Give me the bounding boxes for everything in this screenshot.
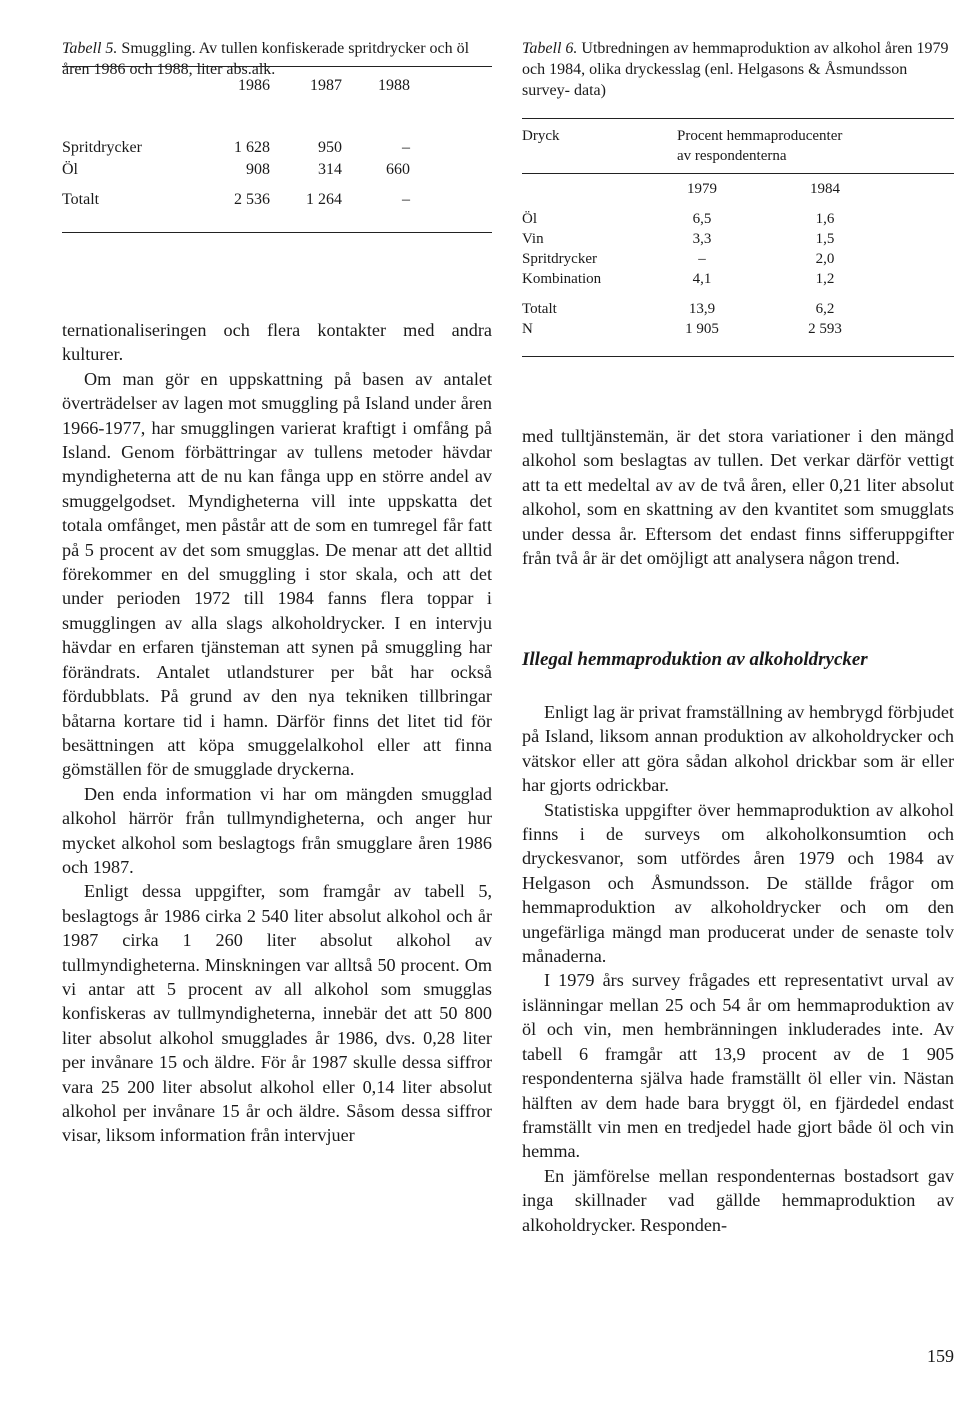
paragraph: En jämförelse mellan respondenternas bostadsort gav inga skillnader vad gällde hemmaproduktion av alkoholdrycker. Responden-	[522, 1165, 954, 1235]
table6-header-rule	[522, 173, 954, 174]
paragraph: Statistiska uppgifter över hemmaproduktion av alkohol finns i de surveys om alkoholkonsumtion och dryckesvanor, som utfördes åren 1979 och 1984 av Helgason och Åsmundsson. De ställde frågor om hemmaproduktion av alkoholdrycker och om den ungefärliga mängd man producerat under de senaste tolv månaderna.	[522, 799, 954, 967]
table6-row-label: Totalt	[522, 301, 557, 317]
paragraph: Om man gör en uppskattning på basen av antalet överträdelser av lagen mot smuggling på Island under åren 1966-1977, har smugglingen varierat kraftigt i omfång på Island. Genom förbättringar av tullens metoder hävdar myndigheterna att de nu kan fånga upp en större andel av smuggelgodset. Myndigheterna vill inte uppskatta det totala omfånget, men påstår att de som en tumregel får fatt på 5 procent av det som smugglas. De menar att det alltid förekommer en del smuggling i stor skala, och att det under perioden 1972 till 1984 fanns flera toppar i smugglingen av alla slags alkoholdrycker. I en intervju hävdar en erfaren tjänsteman att synen på smuggling har förändrats. Antalet utlandsturer per båt har också fördubblats. På grund av den nya tekniken tillbringar båtarna kortare tid i hamn. Därför finns det litet tid för besättningen att köpa smuggelalkohol eller att finna gömställen för de smugglade dryckerna.	[62, 368, 492, 780]
table5-cell: 2 536	[234, 191, 270, 208]
table6-caption-number: Tabell 6.	[522, 40, 578, 57]
table5-caption-number: Tabell 5.	[62, 40, 118, 57]
table6-group-header: Procent hemmaproducenter	[677, 128, 843, 144]
table6-row-label: Öl	[522, 211, 537, 227]
right-body-top	[522, 424, 954, 570]
table5-bottom-rule	[62, 232, 492, 233]
table5-row-label: Spritdrycker	[62, 139, 142, 156]
table5-cell: 950	[318, 139, 342, 156]
table5-caption-text: Smuggling. Av tullen konfiskerade spritdrycker och öl åren 1986 och 1988, liter abs.alk.	[62, 40, 470, 78]
table5-cell: 314	[318, 161, 342, 178]
table5-cell: 660	[386, 161, 410, 178]
table5-header-1988: 1988	[378, 77, 410, 94]
section-heading: Illegal hemmaproduktion av alkoholdrycker	[522, 649, 868, 670]
table6-header-1979: 1979	[687, 181, 717, 197]
table6-cell: 6,2	[815, 301, 835, 317]
table5-header-1986: 1986	[238, 77, 270, 94]
paragraph: Enligt dessa uppgifter, som framgår av tabell 5, beslagtogs år 1986 cirka 2 540 liter absolut alkohol och år 1987 cirka 1 260 liter absolut alkohol av tullmyndigheterna. Minskningen var alltså 50 procent. Om vi antar att 5 procent av all alkohol som smugglas konfiskeras av tullmyndigheterna, innebär det att 50 800 liter absolut alkohol smugglades år 1986, dvs. 0,28 liter per invånare 15 och äldre. För år 1987 skulle dessa siffror vara 25 200 liter absolut alkohol eller 0,14 liter absolut alkohol per invånare 15 år och äldre. Såsom dessa siffror visar, liksom information från intervjuer	[62, 881, 492, 1146]
table5-caption	[62, 38, 492, 80]
paragraph: Den enda information vi har om mängden smugglad alkohol härrör från tullmyndigheterna, och anger hur mycket alkohol som beslagtogs från smugglare åren 1986 och 1987.	[62, 783, 492, 877]
table6-cell: 1 905	[685, 321, 719, 337]
table5-cell: 1 628	[234, 139, 270, 156]
table6-cell: –	[698, 251, 706, 267]
paragraph: med tulltjänstemän, är det stora variationer i den mängd alkohol som beslagtas av tullen. Det verkar därför vettigt att ta ett medeltal av av de två åren, eller 0,21 liter absolut alkohol, som en skattning av den kvantitet som smugglats under dessa år. Eftersom det endast finns sifferuppgifter från två år är det omöjligt att analysera någon trend.	[522, 426, 954, 569]
table6-caption-text: Utbredningen av hemmaproduktion av alkohol åren 1979 och 1984, olika dryckesslag (enl. Helgasons & Åsmundsson survey- data)	[522, 40, 949, 99]
right-body-text	[522, 700, 954, 1237]
table6-cell: 2,0	[815, 251, 835, 267]
table6-row-label: Kombination	[522, 271, 602, 287]
table6-cell: 3,3	[692, 231, 712, 247]
table6-bottom-rule	[522, 356, 954, 357]
table6-cell: 2 593	[808, 321, 842, 337]
table5-cell: –	[402, 139, 410, 156]
table5-row-label: Totalt	[62, 191, 100, 208]
left-body-text	[62, 318, 492, 1148]
table5-header-1987: 1987	[310, 77, 342, 94]
table6-cell: 13,9	[688, 301, 716, 317]
paragraph: ternationaliseringen och flera kontakter med andra kulturer.	[62, 320, 492, 365]
table6-top-rule	[522, 118, 954, 119]
table6-row-label: N	[522, 321, 533, 337]
table5-cell: –	[402, 191, 410, 208]
table6-cell: 1,6	[815, 211, 835, 227]
table5-top-rule	[62, 66, 492, 67]
paragraph: I 1979 års survey frågades ett representativt urval av islänningar mellan 25 och 54 år om hemmaproduktion av öl och vin, men hembränningen inkluderades inte. Av tabell 6 framgår att 13,9 procent av de 1 905 respondenterna själva hade framställt öl eller vin. Nästan hälften av dem hade bara bryggt öl, en fjärdedel endast framställt vin men en tredjedel hade gjort både öl och vin hemma.	[522, 970, 954, 1162]
paragraph: Enligt lag är privat framställning av hembrygd förbjudet på Island, liksom annan produktion av alkoholdrycker och vätskor eller att göra sådan alkohol drickbar som är eller har gjorts odrickbar.	[522, 702, 954, 796]
table5-cell: 1 264	[306, 191, 342, 208]
table5-cell: 908	[246, 161, 270, 178]
table6-caption	[522, 38, 954, 101]
page-number: 159	[927, 1346, 954, 1366]
table6-cell: 6,5	[692, 211, 712, 227]
table6-column-label: Dryck	[522, 128, 560, 144]
table6-row-label: Spritdrycker	[522, 251, 597, 267]
table6-cell: 1,5	[815, 231, 835, 247]
table6-cell: 1,2	[815, 271, 835, 287]
table5-row-label: Öl	[62, 161, 78, 178]
table6-group-header-sub: av respondenterna	[677, 148, 787, 164]
table6-row-label: Vin	[522, 231, 544, 247]
table6-header-1984: 1984	[810, 181, 840, 197]
table6-cell: 4,1	[692, 271, 712, 287]
